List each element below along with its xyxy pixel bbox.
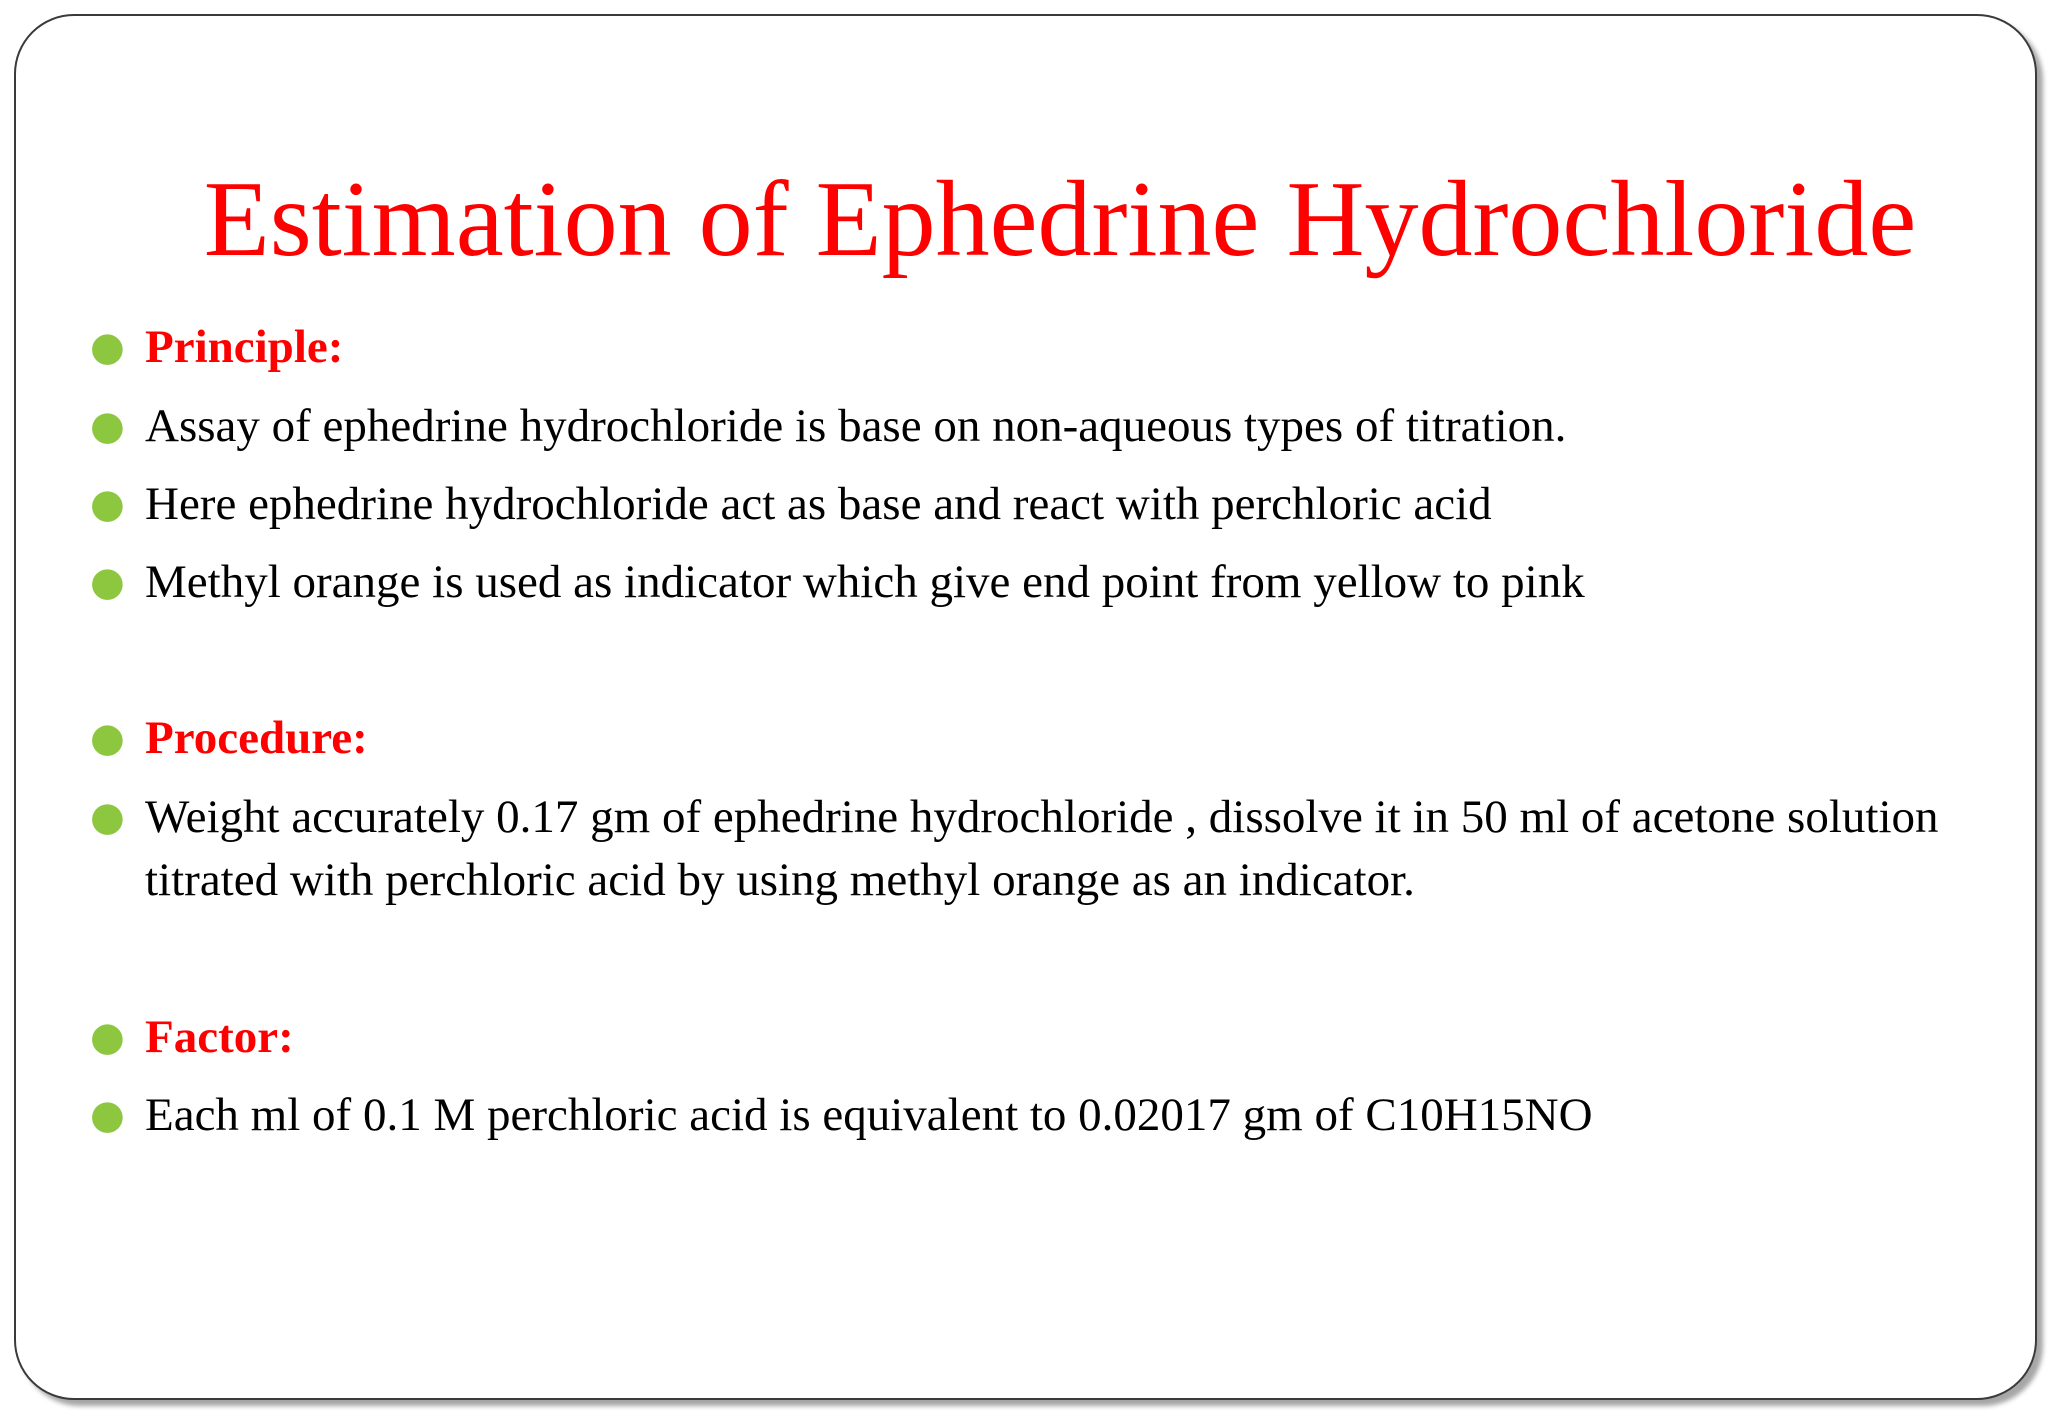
bullet-text: Each ml of 0.1 M perchloric acid is equivalent to 0.02017 gm of C10H15NO — [145, 1089, 1593, 1141]
bullet-text: Methyl orange is used as indicator which give end point from yellow to pink — [145, 556, 1585, 608]
bullet-dot-icon: ● — [90, 794, 125, 840]
bullet-dot-icon: ● — [90, 403, 125, 449]
bullet-item — [90, 1084, 1990, 1147]
bullet-item — [90, 473, 1990, 536]
bullet-dot-icon: ● — [90, 559, 125, 605]
bullet-text: Here ephedrine hydrochloride act as base and react with perchloric acid — [145, 478, 1492, 530]
bullet-item — [90, 786, 1990, 912]
bullet-dot-icon: ● — [90, 715, 125, 761]
bullet-item — [90, 551, 1990, 614]
bullet-text: Weight accurately 0.17 gm of ephedrine hydrochloride , dissolve it in 50 ml of acetone solution titrated with perchloric acid by using methyl orange as an indicator. — [145, 791, 1939, 906]
bullet-item — [90, 395, 1990, 458]
bullet-text: Factor: — [145, 1011, 294, 1063]
bullet-dot-icon: ● — [90, 1092, 125, 1138]
bullet-text: Assay of ephedrine hydrochloride is base on non-aqueous types of titration. — [145, 400, 1567, 452]
bullet-item-procedure-heading — [90, 707, 1990, 770]
bullet-text: Principle: — [145, 321, 344, 373]
bullet-item-factor-heading — [90, 1006, 1990, 1069]
bullet-dot-icon: ● — [90, 481, 125, 527]
bullet-item-principle-heading — [90, 316, 1990, 379]
slide-title: Estimation of Ephedrine Hydrochloride — [203, 160, 1917, 279]
bullet-dot-icon: ● — [90, 1014, 125, 1060]
bullet-text: Procedure: — [145, 712, 368, 764]
bullet-dot-icon: ● — [90, 324, 125, 370]
